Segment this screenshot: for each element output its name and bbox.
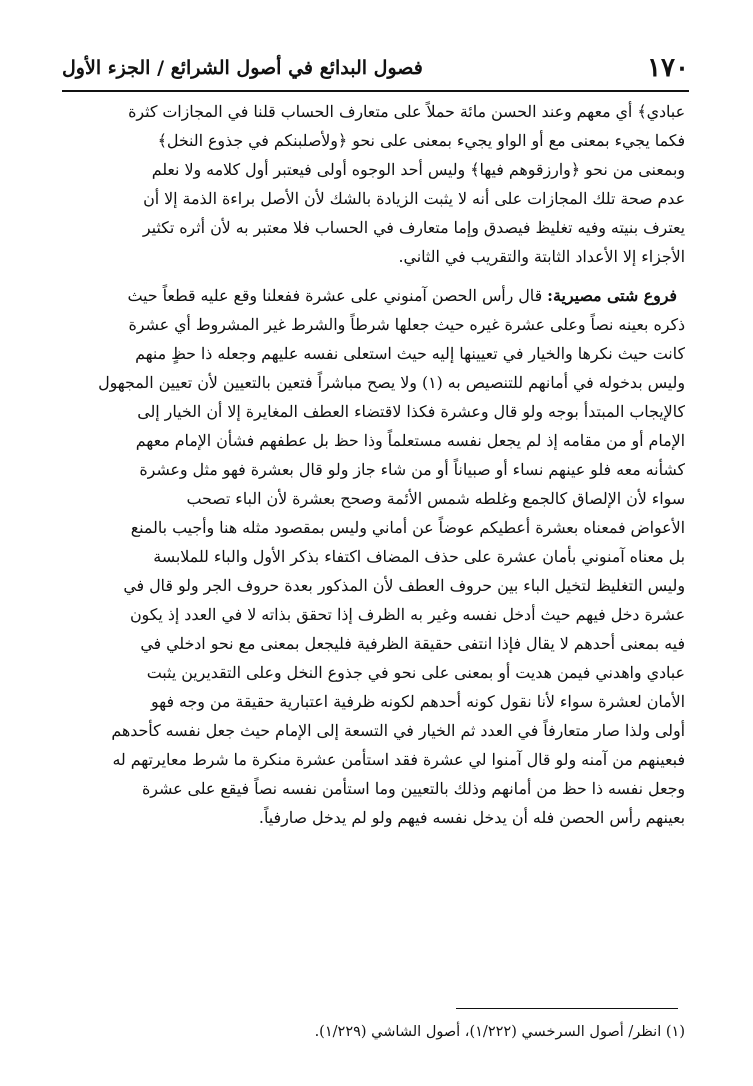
text-line: فيه بمعنى أحدهم لا يقال فإذا انتفى حقيقة الظرفية فليجعل بمعنى مع نحو ادخلي في: [140, 634, 685, 653]
text-line: وليس بدخوله في أمانهم للتنصيص به (١) ولا يصح مباشراً فتعين بالتعيين لأن تعيين المجهول: [98, 373, 685, 392]
text-line: كانت حيث نكرها والخيار في تعيينها إليه حيث استعلى نفسه عليهم وجعله ذا حظٍ منهم: [135, 344, 685, 363]
footnote: (١) انظر/ أصول السرخسي (١/٢٢٢)، أصول الشاشي (١/٢٢٩).: [314, 1024, 685, 1040]
text-line: سواء لأن الإلصاق كالجمع وغلطه شمس الأئمة وصحح بعشرة لأن الباء تصحب: [186, 489, 685, 508]
text-line: وليس التغليظ لتخيل الباء بين حروف العطف لأن المذكور بعدة حروف الجر ولو قال في: [123, 576, 685, 595]
text-line: الأعواض فمعناه بعشرة أعطيكم عوضاً عن أماني وليس بمقصود مثله هنا وأجيب بالمنع: [130, 518, 685, 537]
text-line: عدم صحة تلك المجازات على أنه لا يثبت الزيادة بالشك لأن الأصل براءة الذمة إلا أن: [143, 189, 685, 208]
text-line: [68, 284, 685, 313]
text-line: وجعل نفسه ذا حظ من أمانهم وذلك بالتعيين وما استأمن نفسه نصاً فيقع على عشرة: [141, 779, 685, 798]
text-line: بل معناه آمنوني بأمان عشرة على حذف المضاف اكتفاء بذكر الأول والباء للملابسة: [153, 547, 685, 566]
text-line: فبعينهم من آمنه ولو قال آمنوا لي عشرة فقد استأمن عشرة منكرة ما شرط معايرتهم له: [112, 750, 685, 769]
text-line: وبمعنى من نحو ﴿وارزقوهم فيها﴾ وليس أحد الوجوه أولى فيعتبر أول كلامه ولا نعلم: [151, 160, 685, 179]
text-line: عبادي واهدني فيمن هديت أو بمعنى على نحو في جذوع النخل وعلى التقديرين يثبت: [146, 663, 685, 682]
section-label-rest: قال رأس الحصن آمنوني على عشرة ففعلنا وقع عليه قطعاً حيث: [127, 286, 548, 305]
text-line: بعينهم رأس الحصن فله أن يدخل نفسه فيهم ولو لم يدخل صارفياً.: [258, 808, 685, 827]
running-title: فصول البدائع في أصول الشرائع / الجزء الأول: [62, 57, 423, 79]
text-line: ذكره بعينه نصاً وعلى عشرة غيره حيث جعلها شرطاً والشرط غير المشروط أي عشرة: [128, 315, 685, 334]
text-line: فكما يجيء بمعنى مع أو الواو يجيء بمعنى على نحو ﴿ولأصلبنكم في جذوع النخل﴾: [157, 131, 685, 150]
footnote-rule: [456, 1008, 678, 1009]
text-line: عشرة دخل فيهم حيث أدخل نفسه وغير به الظرف إذا تحقق بذاته لا في العدد إذ يكون: [129, 605, 685, 624]
paragraph-2: [68, 284, 685, 835]
header-rule: [62, 90, 689, 92]
text-line: أولى ولذا صار متعارفاً في العدد ثم الخيار في التسعة إلى الإمام حيث جعل نفسه كأحدهم: [111, 721, 685, 740]
page-number: ١٧٠: [647, 53, 689, 83]
section-label: فروع شتى مصيرية:: [547, 286, 677, 305]
body-text: [68, 100, 685, 835]
text-line: يعترف بنيته وفيه تغليظ فيصدق وإما متعارف في الحساب فلا معتبر به لأن أثره تكثير: [142, 218, 685, 237]
paragraph-1: [68, 100, 685, 274]
text-line: كالإيجاب المبتدأ بوجه ولو قال وعشرة فكذا لاقتضاء العطف المغايرة إلا أن الخيار إلى: [137, 402, 685, 421]
text-line: الأمان لعشرة سواء لأنا نقول كونه أحدهم لكونه ظرفية اعتبارية حقيقة من وجه فهو: [151, 692, 685, 711]
page-header: [62, 48, 689, 88]
text-line: الإمام أو من مقامه إذ لم يجعل نفسه مستعلماً وذا حظ بل عطفهم فشأن الإمام معهم: [135, 431, 685, 450]
text-line: كشأنه معه فلو عينهم نساء أو صبياناً أو من شاء جاز ولو قال بعشرة فهو مثل وعشرة: [139, 460, 685, 479]
text-line: عبادي﴾ أي معهم وعند الحسن مائة حملاً على متعارف الحساب قلنا في المجازات كثرة: [128, 102, 685, 121]
text-line: الأجزاء إلا الأعداد الثابتة والتقريب في الثاني.: [398, 247, 685, 266]
